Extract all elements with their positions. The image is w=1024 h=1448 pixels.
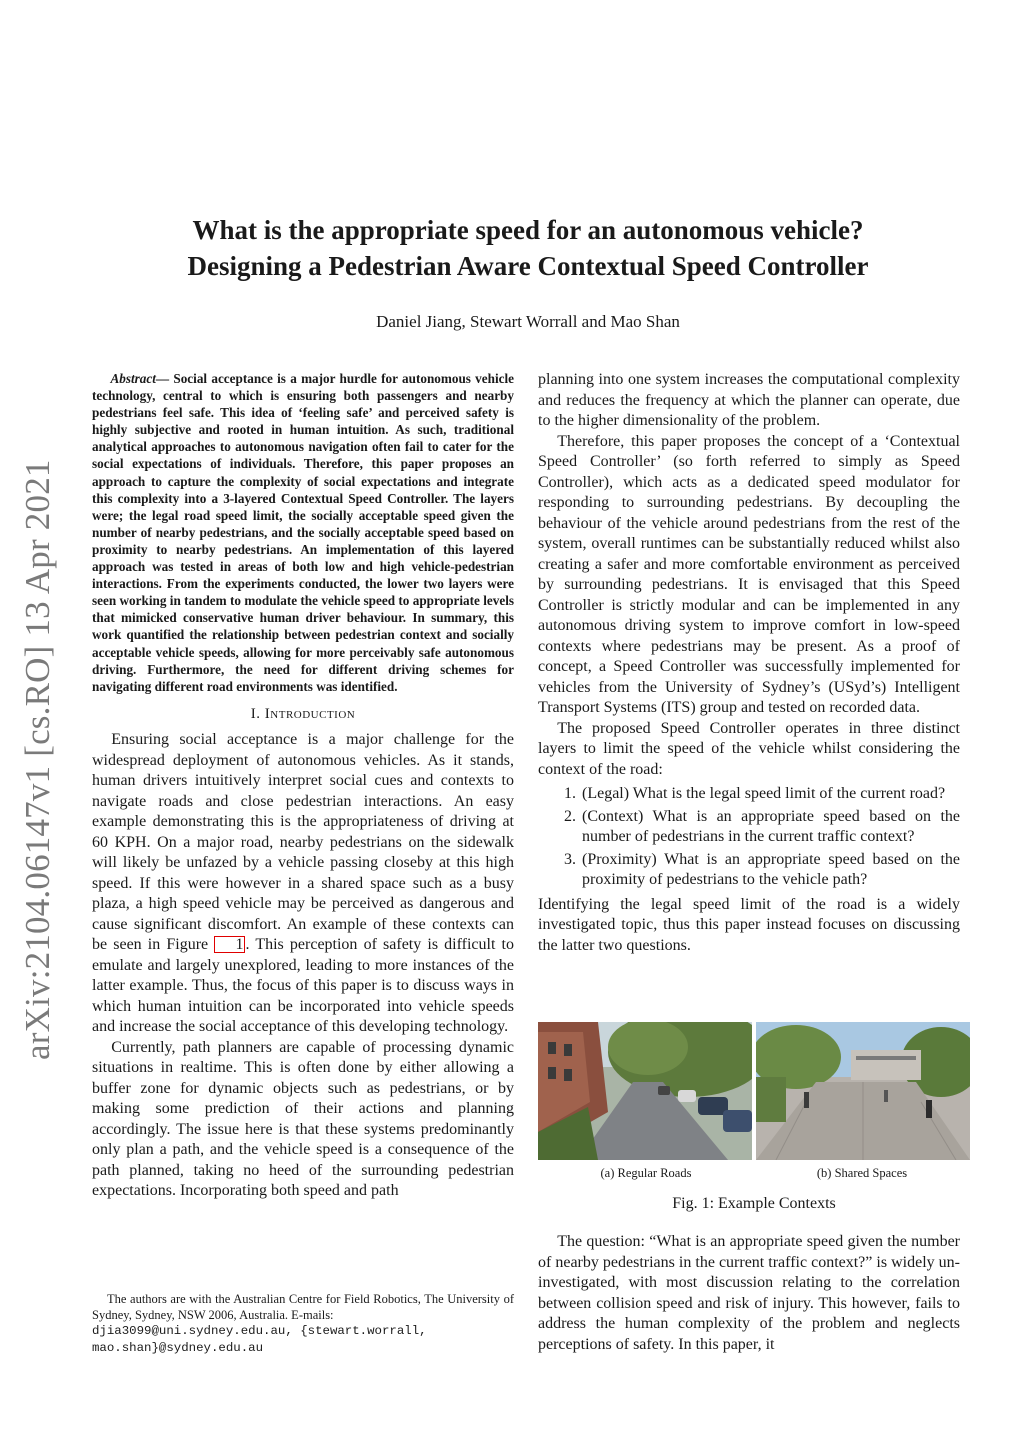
figure-caption: Fig. 1: Example Contexts bbox=[672, 1195, 836, 1212]
footnote-emails-line-1[interactable]: djia3099@uni.sydney.edu.au, {stewart.worrall, bbox=[92, 1324, 427, 1338]
section-numeral: I. bbox=[250, 705, 265, 722]
abstract-label: Abstract bbox=[110, 371, 156, 386]
figure-images bbox=[538, 1022, 970, 1160]
arxiv-identifier-stamp: arXiv:2104.06147v1 [cs.RO] 13 Apr 2021 bbox=[18, 459, 57, 1060]
subcaption-regular-roads: (a) Regular Roads bbox=[600, 1166, 692, 1180]
figure-1 bbox=[538, 1022, 970, 1213]
right-column-bottom bbox=[538, 1232, 960, 1355]
right-paragraph-question: The question: “What is an appropriate speed given the number of nearby pedestrians in the current traffic context?” is widely un-investigated, with most discussion relating to the correlation between collision speed and risk of injury. This however, fails to address the human complexity of the problem and neglects perceptions of safety. In this paper, it bbox=[538, 1233, 960, 1353]
left-column bbox=[92, 370, 514, 1202]
photo-shared-space bbox=[756, 1022, 970, 1160]
footnote-emails-line-2[interactable]: mao.shan}@sydney.edu.au bbox=[92, 1340, 264, 1355]
title-line-2: Designing a Pedestrian Aware Contextual Speed Controller bbox=[187, 251, 869, 281]
photo-regular-road bbox=[538, 1022, 752, 1160]
right-column bbox=[538, 370, 960, 956]
intro-paragraph-1 bbox=[92, 730, 514, 1038]
right-paragraph-therefore: Therefore, this paper proposes the concept of a ‘Contextual Speed Controller’ (so forth referred to simply as Speed Controller), which acts as a dedicated speed modulator for responding to surrounding pedestrians. By decoupling the behaviour of the vehicle around pedestrians from the rest of the system, overall runtimes can be substantially reduced whilst also creating a safer and more comfortable environment as perceived by surrounding pedestrians. It is envisaged that this Speed Controller is strictly modular and can be implemented in any autonomous driving system to improve comfort in low-speed contexts where pedestrians may be present. As a proof of concept, a Speed Controller was successfully implemented for vehicles from the University of Sydney’s (USyd’s) Intelligent Transport Systems (ITS) group and tested on recorded data. bbox=[538, 432, 960, 716]
question-item: 2. (Context) What is an appropriate speed based on the number of pedestrians in the current traffic context? bbox=[580, 807, 960, 848]
figure-1-link[interactable]: 1 bbox=[214, 936, 245, 953]
footnote-affiliation: The authors are with the Australian Centre for Field Robotics, The University of Sydney, Sydney, NSW 2006, Australia. E-mails: bbox=[92, 1292, 514, 1322]
paper-title bbox=[100, 212, 956, 284]
author-list: Daniel Jiang, Stewart Worrall and Mao Shan bbox=[376, 312, 680, 331]
section-heading-introduction bbox=[92, 704, 514, 725]
figure-subcaptions bbox=[538, 1166, 970, 1181]
right-paragraph-continued: planning into one system increases the computational complexity and reduces the frequency at which the planner can operate, due to the higher dimensionality of the problem. bbox=[538, 371, 960, 429]
question-item: 1. (Legal) What is the legal speed limit of the current road? bbox=[580, 784, 960, 805]
abstract-dash: — bbox=[155, 371, 174, 386]
right-paragraph-identify: Identifying the legal speed limit of the road is a widely investigated topic, thus this paper instead focuses on discussing the latter two questions. bbox=[538, 895, 960, 954]
intro-p1-before: Ensuring social acceptance is a major challenge for the widespread deployment of autonomous vehicles. As it stands, human drivers intuitively interpret social cues and contexts to navigate roads and close pedestrian interactions. An easy example demonstrating this is the appropriateness of driving at 60 KPH. On a major road, nearby pedestrians on the sidewalk will likely be unfazed by a vehicle passing closeby at this high speed. If this were however in a shared space such as a busy plaza, a high speed vehicle may be perceived as dangerous and cause significant discomfort. An example of these contexts can be seen in Figure bbox=[92, 731, 514, 954]
author-footnote bbox=[92, 1292, 514, 1356]
abstract bbox=[92, 370, 514, 695]
abstract-text: Social acceptance is a major hurdle for autonomous vehicle technology, central to which is ensuring both passengers and nearby pedestrians feel safe. This idea of ‘feeling safe’ and perceived safety is highly subjective and rooted in human intuition. As such, traditional analytical approaches to autonomous navigation often fail to cater for the social expectations of individuals. Therefore, this paper proposes an approach to capture the complexity of social expectations and integrate this complexity into a 3-layered Contextual Speed Controller. The layers were; the legal road speed limit, the socially acceptable speed given the number of nearby pedestrians, and the socially acceptable speed based on proximity to nearby pedestrians. An implementation of this layered approach was tested in areas of both low and high vehicle-pedestrian interactions. From the experiments conducted, the lower two layers were seen working in tandem to modulate the vehicle speed to appropriate levels that mimicked conservative human driver behaviour. In summary, this work quantified the relationship between pedestrian context and socially acceptable vehicle speeds, allowing for more perceivably safe autonomous driving. Furthermore, the need for different driving schemes for navigating different road environments was identified. bbox=[92, 371, 515, 694]
intro-p1-after: . This perception of safety is difficult to emulate and largely unexplored, leading to more instances of the latter example. Thus, the focus of this paper is to discuss ways in which human intuition can be incorporated into vehicle speeds and increase the social acceptance of this developing technology. bbox=[92, 936, 515, 1036]
layer-question-list bbox=[538, 784, 960, 891]
right-paragraph-layers: The proposed Speed Controller operates in three distinct layers to limit the speed of the vehicle whilst considering the context of the road: bbox=[538, 719, 960, 778]
question-item: 3. (Proximity) What is an appropriate speed based on the proximity of pedestrians to the vehicle path? bbox=[580, 850, 960, 891]
intro-paragraph-2: Currently, path planners are capable of processing dynamic situations in realtime. This is often done by either allowing a buffer zone for dynamic objects such as pedestrians, or by making some prediction of their actions and planning accordingly. The issue here is that these systems predominantly only plan a path, and the vehicle speed is a consequence of the path planned, taking no heed of the surrounding pedestrian expectations. Incorporating both speed and path bbox=[92, 1038, 514, 1200]
title-line-1: What is the appropriate speed for an autonomous vehicle? bbox=[192, 215, 864, 245]
subcaption-shared-spaces: (b) Shared Spaces bbox=[816, 1166, 908, 1180]
section-title: Introduction bbox=[264, 705, 356, 722]
